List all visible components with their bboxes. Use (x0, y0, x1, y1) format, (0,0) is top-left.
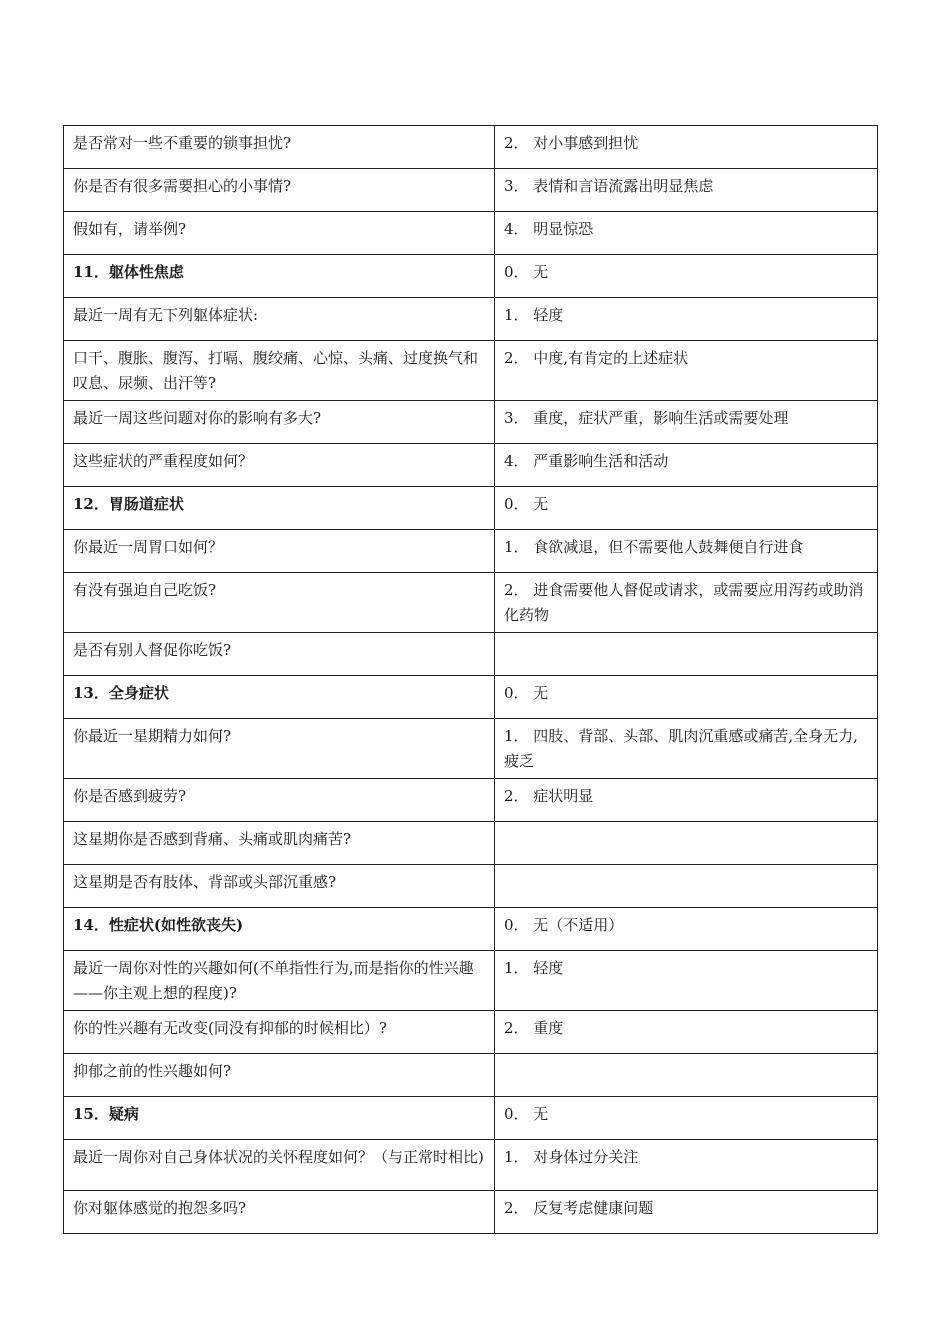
table-row (64, 530, 878, 573)
table-row (64, 212, 878, 255)
section-header-row (64, 908, 878, 951)
rating-cell: 2． 重度 (495, 1011, 878, 1054)
section-title: 14．性症状(如性欲丧失) (64, 908, 495, 951)
rating-cell: 2． 中度,有肯定的上述症状 (495, 341, 878, 401)
table-row (64, 865, 878, 908)
question-cell: 这星期是否有肢体、背部或头部沉重感? (64, 865, 495, 908)
question-cell: 最近一周你对性的兴趣如何(不单指性行为,而是指你的性兴趣——你主观上想的程度)? (64, 951, 495, 1011)
table-row (64, 1011, 878, 1054)
table-row (64, 719, 878, 779)
section-header-row (64, 676, 878, 719)
question-cell: 抑郁之前的性兴趣如何? (64, 1054, 495, 1097)
rating-cell: 2． 进食需要他人督促或请求，或需要应用泻药或助消化药物 (495, 573, 878, 633)
rating-cell (495, 1054, 878, 1097)
section-header-row (64, 1097, 878, 1140)
rating-cell: 3． 表情和言语流露出明显焦虑 (495, 169, 878, 212)
question-cell: 你是否有很多需要担心的小事情? (64, 169, 495, 212)
questionnaire-sheet (63, 125, 877, 1234)
table-row (64, 822, 878, 865)
rating-cell: 2． 反复考虑健康问题 (495, 1191, 878, 1234)
question-cell: 你是否感到疲劳? (64, 779, 495, 822)
rating-cell: 2． 对小事感到担忧 (495, 126, 878, 169)
question-cell: 你对躯体感觉的抱怨多吗? (64, 1191, 495, 1234)
questionnaire-rows (64, 126, 878, 1234)
table-row (64, 1140, 878, 1191)
table-row (64, 951, 878, 1011)
rating-cell: 0． 无 (495, 255, 878, 298)
rating-cell: 1． 轻度 (495, 298, 878, 341)
rating-cell (495, 822, 878, 865)
section-title: 13．全身症状 (64, 676, 495, 719)
rating-cell: 4． 明显惊恐 (495, 212, 878, 255)
table-row (64, 401, 878, 444)
section-header-row (64, 255, 878, 298)
table-row (64, 633, 878, 676)
question-cell: 你最近一周胃口如何？ (64, 530, 495, 573)
question-cell: 你的性兴趣有无改变(同没有抑郁的时候相比）? (64, 1011, 495, 1054)
table-row (64, 573, 878, 633)
rating-cell: 0． 无（不适用） (495, 908, 878, 951)
table-row (64, 444, 878, 487)
table-row (64, 1191, 878, 1234)
section-header-row (64, 487, 878, 530)
rating-cell: 4． 严重影响生活和活动 (495, 444, 878, 487)
question-cell: 口干、腹胀、腹泻、打嗝、腹绞痛、心惊、头痛、过度换气和叹息、尿频、出汗等? (64, 341, 495, 401)
rating-cell: 0． 无 (495, 676, 878, 719)
table-row (64, 779, 878, 822)
question-cell: 这星期你是否感到背痛、头痛或肌肉痛苦? (64, 822, 495, 865)
rating-cell (495, 633, 878, 676)
question-cell: 你最近一星期精力如何? (64, 719, 495, 779)
table-row (64, 126, 878, 169)
rating-cell: 0． 无 (495, 487, 878, 530)
question-cell: 是否有别人督促你吃饭? (64, 633, 495, 676)
section-title: 15．疑病 (64, 1097, 495, 1140)
rating-cell: 3． 重度，症状严重，影响生活或需要处理 (495, 401, 878, 444)
table-row (64, 341, 878, 401)
rating-cell: 2． 症状明显 (495, 779, 878, 822)
table-row (64, 1054, 878, 1097)
section-title: 11．躯体性焦虑 (64, 255, 495, 298)
questionnaire-table (63, 125, 878, 1234)
table-row (64, 298, 878, 341)
rating-cell: 1． 四肢、背部、头部、肌肉沉重感或痛苦,全身无力,疲乏 (495, 719, 878, 779)
question-cell: 最近一周这些问题对你的影响有多大? (64, 401, 495, 444)
question-cell: 最近一周有无下列躯体症状: (64, 298, 495, 341)
question-cell: 最近一周你对自己身体状况的关怀程度如何？（与正常时相比) (64, 1140, 495, 1191)
table-row (64, 169, 878, 212)
rating-cell: 1． 轻度 (495, 951, 878, 1011)
rating-cell: 1． 食欲减退，但不需要他人鼓舞便自行进食 (495, 530, 878, 573)
question-cell: 是否常对一些不重要的锁事担忧? (64, 126, 495, 169)
question-cell: 这些症状的严重程度如何？ (64, 444, 495, 487)
section-title: 12．胃肠道症状 (64, 487, 495, 530)
question-cell: 假如有，请举例? (64, 212, 495, 255)
rating-cell: 0． 无 (495, 1097, 878, 1140)
question-cell: 有没有强迫自己吃饭? (64, 573, 495, 633)
rating-cell: 1． 对身体过分关注 (495, 1140, 878, 1191)
rating-cell (495, 865, 878, 908)
